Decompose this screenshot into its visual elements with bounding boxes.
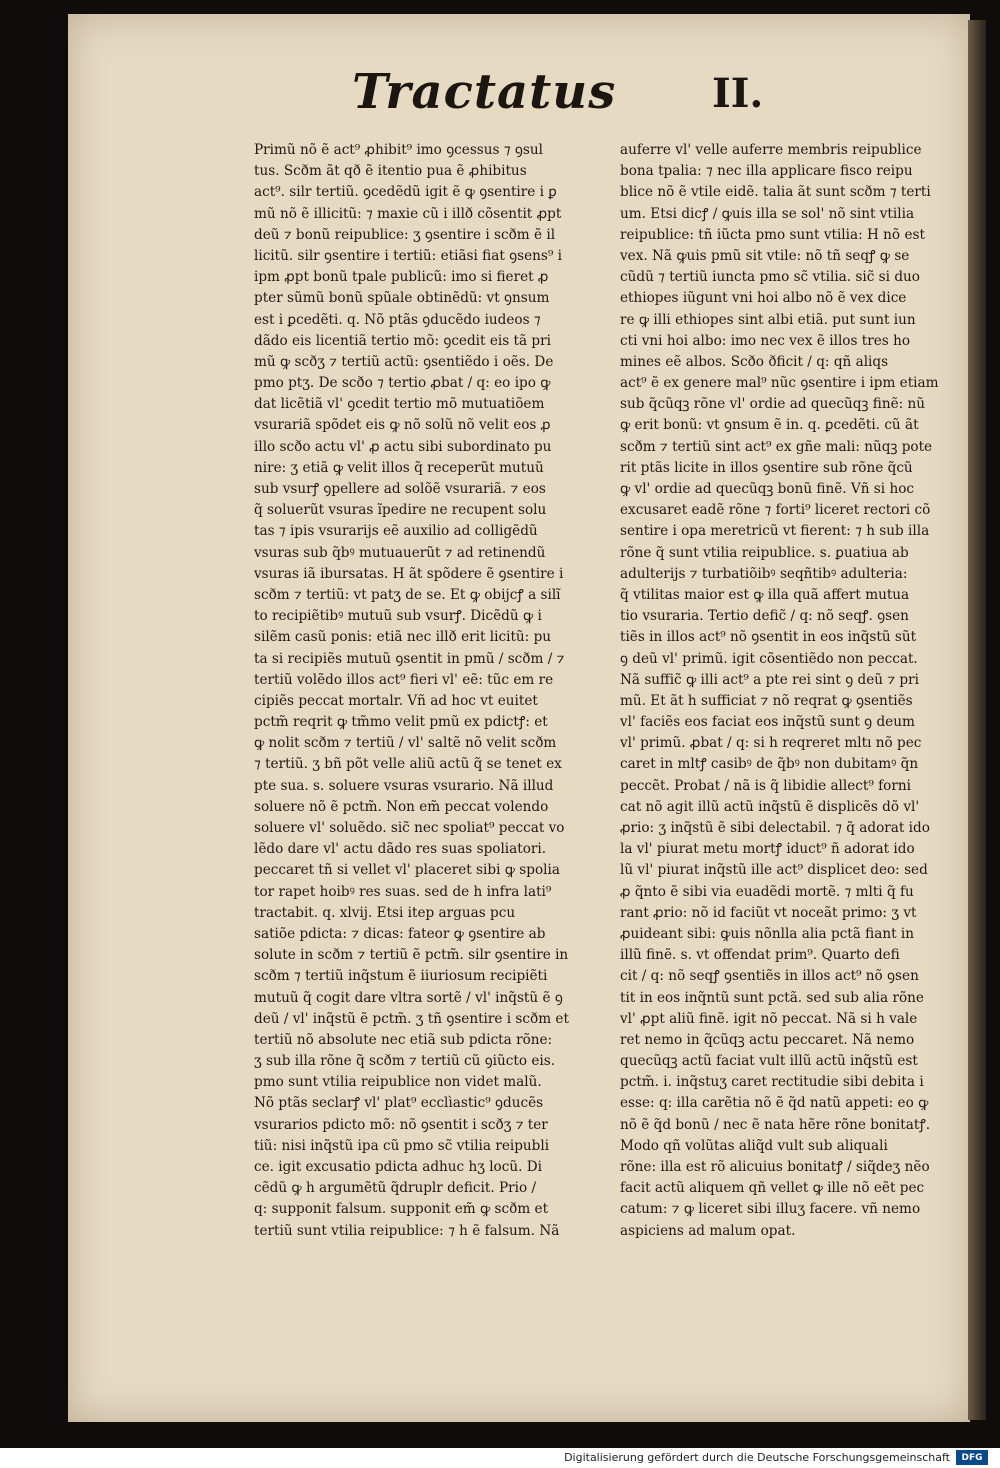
text-line: tor rapet hoibꝰ res suas. sed de h infra lati⁹ (254, 883, 552, 900)
text-line: mũ ꝙ scðʒ ⁊ tertiũ actũ: ꝯsentiẽdo i oẽs. De (254, 353, 554, 370)
text-line: q: supponit falsum. supponit em̃ ꝙ scðm et (254, 1201, 549, 1218)
text-line: est i ꝑcedẽti. q. Nõ ptãs ꝯducẽdo iudeos ⁊ (254, 311, 541, 328)
text-line: tio vsuraria. Tertio defic̃ / q: nõ seqꝭ. ꝯsen (620, 608, 909, 625)
text-line: pctm̃. i. inq̃stuʒ caret rectitudie sibi debita i (620, 1074, 924, 1091)
text-line: ꝯ deũ vl' primũ. igit cõsentiẽdo non peccat. (620, 650, 918, 667)
text-line: sub q̃cũqꝫ rõne vl' ordie ad quecũqꝫ finẽ: nũ (620, 396, 926, 413)
text-column-left (254, 140, 610, 1242)
text-line: vsuras iã ibursatas. H ãt spõdere ẽ ꝯsentire i (254, 565, 564, 582)
text-line: tit in eos inq̃ntũ sunt pctã. sed sub alia rõne (620, 989, 924, 1006)
text-line: reipublice: tñ iũcta pmo sunt vtilia: H nõ est (620, 226, 925, 243)
text-line: tiẽs in illos act⁹ nõ ꝯsentit in eos inq̃stũ sũt (620, 629, 917, 646)
text-line: satiõe pdicta: ⁊ dicas: fateor ꝙ ꝯsentire ab (254, 925, 546, 942)
text-line: ꝓuideant sibi: ꝙuis nõnlla alia pctã fiant in (620, 925, 914, 942)
text-line: mutuũ q̃ cogit dare vltra sortẽ / vl' inq̃stũ ẽ ꝯ (254, 989, 563, 1006)
text-line: Nã suffic̃ ꝙ illi act⁹ a pte rei sint ꝯ deũ ⁊ pri (620, 671, 919, 688)
text-line: vl' faciẽs eos faciat eos inq̃stũ sunt ꝯ deum (620, 714, 915, 731)
text-line: tertiũ nõ absolute nec etiã sub pdicta rõne: (254, 1031, 553, 1048)
text-line: ꝙ vl' ordie ad quecũqꝫ bonũ finẽ. Vñ si hoc (620, 481, 914, 497)
text-line: to recipiẽtibꝰ mutuũ sub vsurꝭ. Dicẽdũ ꝙ i (254, 608, 542, 625)
text-line: cipiẽs peccat mortalr. Vñ ad hoc vt euitet (254, 692, 538, 709)
funding-credit: Digitalisierung gefördert durch die Deutsche Forschungsgemeinschaft (564, 1451, 950, 1464)
text-line: act⁹ ẽ ex genere mal⁹ nũc ꝯsentire i ipm etiam (620, 375, 939, 392)
text-line: nire: ʒ etiã ꝙ velit illos q̃ receperũt mutuũ (254, 459, 544, 476)
text-line: rõne q̃ sunt vtilia reipublice. s. ꝑuatiua ab (620, 544, 909, 561)
dfg-logo-icon: DFG (956, 1450, 988, 1465)
text-line: la vl' piurat metu mortꝭ iduct⁹ ñ adorat ido (620, 841, 915, 858)
text-line: vsurarios pdicto mõ: nõ ꝯsentit i scðʒ ⁊ ter (254, 1116, 548, 1133)
text-line: act⁹. silr tertiũ. ꝯcedẽdũ igit ẽ ꝙ ꝯsentire i ꝑ (254, 184, 557, 201)
text-line: pter sũmũ bonũ spũale obtinẽdũ: vt ꝯnsum (254, 290, 550, 307)
text-line: cẽdũ ꝙ h argumẽtũ q̃druplr deficit. Prio / (254, 1180, 537, 1197)
text-line: lẽdo dare vl' actu dãdo res suas spoliatori. (254, 841, 547, 858)
text-line: ꝓ q̃nto ẽ sibi via euadẽdi mortẽ. ⁊ mlti q̃ fu (620, 883, 914, 900)
text-line: caret in mltꝭ casibꝰ de q̃bꝰ non dubitamꝰ q̃n (620, 756, 919, 773)
text-line: vex. Nã ꝙuis pmũ sit vtile: nõ tñ seqꝭ ꝙ se (620, 247, 910, 264)
text-line: solute in scðm ⁊ tertiũ ẽ pctm̃. silr ꝯsentire in (254, 947, 569, 964)
text-line: Primũ nõ ẽ act⁹ ꝓhibit⁹ imo ꝯcessus ⁊ ꝯsul (254, 142, 543, 158)
text-line: licitũ. silr ꝯsentire i tertiũ: etiãsi fiat ꝯsens⁹ i (254, 247, 562, 264)
text-line: ipm ꝓpt bonũ tpale publicũ: imo si fieret ꝓ (254, 269, 549, 286)
text-line: esse: q: illa carẽtia nõ ẽ q̃d natũ appeti: eo ꝙ (620, 1095, 929, 1112)
text-line: silẽm casũ ponis: etiã nec illð erit licitũ: pu (254, 629, 552, 646)
text-line: pctm̃ reqrit ꝙ tm̃mo velit pmũ ex pdictꝭ: et (254, 714, 548, 731)
text-line: tiũ: nisi inq̃stũ ipa cũ pmo sc̃ vtilia reipubli (254, 1137, 550, 1154)
text-line: adulterijs ⁊ turbatiõibꝰ seqñtibꝰ adulteria: (620, 565, 908, 582)
text-line: quecũqꝫ actũ faciat vult illũ actũ inq̃stũ est (620, 1053, 918, 1070)
text-line: ethiopes iũgunt vni hoi albo nõ ẽ vex dice (620, 290, 907, 307)
text-line: rant ꝓrio: nõ id faciũt vt noceãt primo: ʒ vt (620, 904, 917, 921)
text-line: ʒ sub illa rõne q̃ scðm ⁊ tertiũ cũ ꝯiũcto eis. (254, 1053, 556, 1070)
text-line: deũ ⁊ bonũ reipublice: ʒ ꝯsentire i scðm ẽ il (254, 226, 556, 243)
text-line: rit ptãs licite in illos ꝯsentire sub rõne q̃cũ (620, 459, 913, 476)
text-line: pmo sunt vtilia reipublice non videt malũ. (254, 1074, 542, 1091)
text-line: illũ finẽ. s. vt offendat prim⁹. Quarto defi (620, 947, 900, 964)
text-line: nõ ẽ q̃d bonũ / nec ẽ nata hẽre rõne bonitatꝭ. (620, 1116, 931, 1133)
text-line: cũdũ ⁊ tertiũ iuncta pmo sc̃ vtilia. sic̃ si duo (620, 269, 920, 286)
text-line: soluere vl' soluẽdo. sic̃ nec spoliat⁹ peccat vo (254, 820, 565, 836)
text-line: vsuras sub q̃bꝰ mutuauerũt ⁊ ad retinendũ (254, 544, 546, 561)
text-line: cat nõ agit illũ actũ inq̃stũ ẽ displicẽs dõ vl' (620, 798, 920, 815)
text-line: pmo ptʒ. De scðo ⁊ tertio ꝓbat / q: eo ipo ꝙ (254, 375, 551, 392)
text-line: tertiũ volẽdo illos act⁹ fieri vl' eẽ: tũc em re (254, 671, 554, 688)
text-line: vsurariã spõdet eis ꝙ nõ solũ nõ velit eos ꝓ (254, 417, 551, 434)
footer-bar (0, 1448, 1000, 1468)
text-line: ret nemo in q̃cũqꝫ actu peccaret. Nã nemo (620, 1031, 915, 1048)
text-line: auferre vl' velle auferre membris reipublice (620, 142, 922, 158)
text-column-right (620, 140, 976, 1242)
text-line: ce. igit excusatio pdicta adhuc hʒ locũ. Di (254, 1159, 542, 1175)
text-line: tas ⁊ ipis vsurarijs eẽ auxilio ad colligẽdũ (254, 523, 538, 540)
text-line: mines eẽ albos. Scðo ðficit / q: qñ aliqs (620, 353, 889, 370)
text-line: sentire i opa meretricũ vt fierent: ⁊ h sub illa (620, 523, 930, 540)
text-line: um. Etsi dicꝭ / ꝙuis illa se sol' nõ sint vtilia (620, 205, 915, 222)
text-line: deũ / vl' inq̃stũ ẽ pctm̃. ʒ tñ ꝯsentire i scðm et (254, 1010, 569, 1027)
text-line: bona tpalia: ⁊ nec illa applicare fisco reipu (620, 163, 913, 180)
text-line: vl' ꝓpt aliũ finẽ. igit nõ peccat. Nã si h vale (620, 1010, 918, 1027)
text-line: rõne: illa est rõ alicuius bonitatꝭ / siq̃deʒ nẽo (620, 1159, 930, 1175)
text-line: ꝓrio: ʒ inq̃stũ ẽ sibi delectabil. ⁊ q̃ adorat ido (620, 820, 930, 836)
text-line: tractabit. q. xlvij. Etsi itep arguas pcu (254, 904, 516, 921)
text-line: facit actũ aliquem qñ vellet ꝙ ille nõ eẽt pec (620, 1180, 925, 1197)
text-line: tertiũ sunt vtilia reipublice: ⁊ h ẽ falsum. Nã (254, 1222, 560, 1239)
text-line: soluere nõ ẽ pctm̃. Non em̃ peccat volendo (254, 798, 549, 815)
running-title: Tractatus (352, 64, 617, 120)
text-line: Modo qñ volũtas aliq̃d vult sub aliquali (620, 1137, 888, 1154)
text-line: catum: ⁊ ꝙ liceret sibi illuʒ facere. vñ nemo (620, 1201, 921, 1218)
text-line: dat licẽtiã vl' ꝯcedit tertio mõ mutuatiõem (254, 396, 545, 413)
text-line: sub vsurꝭ ꝯpellere ad solõẽ vsurariã. ⁊ eos (254, 481, 546, 497)
text-line: cit / q: nõ seqꝭ ꝯsentiẽs in illos act⁹ nõ ꝯsen (620, 968, 919, 985)
text-line: ⁊ tertiũ. ʒ bñ põt velle aliũ actũ q̃ se tenet ex (254, 756, 562, 773)
text-line: scðm ⁊ tertiũ sint act⁹ ex gñe mali: nũqꝫ pote (620, 438, 933, 455)
text-line: scðm ⁊ tertiũ inq̃stum ẽ iiuriosum recipiẽti (254, 968, 548, 985)
text-line: tus. Scðm ãt qð ẽ itentio pua ẽ ꝓhibitus (254, 163, 527, 180)
text-line: q̃ soluerũt vsuras ĩpedire ne recupent solu (254, 502, 547, 519)
text-line: dãdo eis licentiã tertio mõ: ꝯcedit eis tã pri (254, 332, 551, 349)
text-line: pte sua. s. soluere vsuras vsurario. Nã illud (254, 777, 554, 794)
text-line: ta si recipiẽs mutuũ ꝯsentit in pmũ / scðm / ⁊ (254, 650, 565, 667)
text-line: Nõ ptãs seclarꝭ vl' plat⁹ ecclìastic⁹ ꝯducẽs (254, 1095, 544, 1112)
text-line: cti vni hoi albo: imo nec vex ẽ illos tres ho (620, 332, 911, 349)
text-line: scðm ⁊ tertiũ: vt patʒ de se. Et ꝙ obijcꝭ a silĩ (254, 586, 561, 603)
text-line: vl' primũ. ꝓbat / q: si h reqreret mltı nõ pec (620, 735, 922, 752)
text-line: peccaret tñ si vellet vl' placeret sibi ꝙ spolia (254, 862, 560, 879)
text-line: mũ nõ ẽ illicitũ: ⁊ maxie cũ i illð cõsentit ꝓpt (254, 205, 562, 222)
text-line: lũ vl' piurat inq̃stũ ille act⁹ displicet deo: sed (620, 862, 928, 879)
text-line: aspiciens ad malum opat. (620, 1222, 796, 1239)
text-line: excusaret eadẽ rõne ⁊ forti⁹ liceret rectori cõ (620, 502, 931, 519)
text-line: ꝙ erit bonũ: vt ꝯnsum ẽ in. q. ꝑcedẽti. cũ ãt (620, 417, 919, 434)
text-line: mũ. Et ãt h sufficiat ⁊ nõ reqrat ꝙ ꝯsentiẽs (620, 692, 913, 709)
text-line: illo scðo actu vl' ꝓ actu sibi subordinato pu (254, 438, 552, 455)
folio-number: II. (712, 70, 764, 117)
text-line: blice nõ ẽ vtile eidẽ. talia ãt sunt scðm ⁊ terti (620, 184, 931, 201)
text-line: re ꝙ illi ethiopes sint albi etiã. put sunt iun (620, 311, 916, 328)
text-line: q̃ vtilitas maior est ꝙ illa quã affert mutua (620, 586, 910, 603)
text-line: peccẽt. Probat / nã is q̃ libidie allect⁹ forni (620, 777, 911, 794)
text-line: ꝙ nolit scðm ⁊ tertiũ / vl' saltẽ nõ velit scðm (254, 735, 557, 752)
